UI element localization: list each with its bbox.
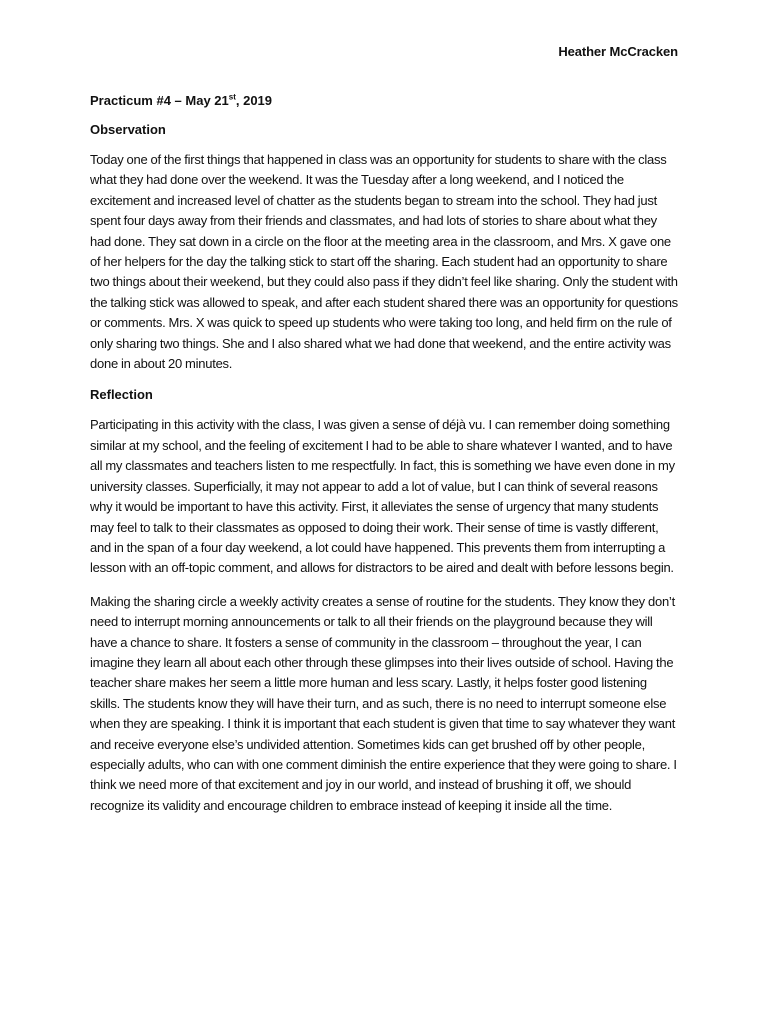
observation-paragraph: Today one of the first things that happened in class was an opportunity for students to share with the class what they had done over the weekend. It was the Tuesday after a long weekend, and I noticed the excitement and increased level of chatter as the students began to stream into the school. They had just spent four days away from their friends and classmates, and had lots of stories to share about what they had done. They sat down in a circle on the floor at the meeting area in the classroom, and Mrs. X gave one of her helpers for the day the talking stick to start off the sharing. Each student had an opportunity to share two things about their weekend, but they could also pass if they didn’t feel like sharing. Only the student with the talking stick was allowed to speak, and after each student shared there was an opportunity for questions or comments. Mrs. X was quick to speed up students who were taking too long, and held firm on the rule of only sharing two things. She and I also shared what we had done that weekend, and the entire activity was done in about 20 minutes. xyxy=(90,152,678,372)
section-heading-reflection: Reflection xyxy=(90,387,153,403)
title-suffix: , 2019 xyxy=(235,93,273,108)
section-heading-observation: Observation xyxy=(90,122,166,137)
title-prefix: Practicum #4 – May 21 xyxy=(90,93,229,108)
title-superscript: st xyxy=(228,92,236,102)
reflection-paragraph-1: Participating in this activity with the class, I was given a sense of déjà vu. I can remember doing something similar at my school, and the feeling of excitement I had to be able to share whatever I wanted, and to have all my classmates and teachers listen to me respectfully. In fact, this is something we have even done in my university classes. Superficially, it may not appear to add a lot of value, but I can think of several reasons why it would be important to have this activity. First, it alleviates the sense of urgency that many students may feel to talk to their classmates as opposed to doing their work. Their sense of time is vastly different, and in the span of a four day weekend, a lot could have happened. This prevents them from interrupting a lesson with an off-topic comment, and allows for distractors to be aired and dealt with before lessons begin. xyxy=(90,417,675,576)
reflection-paragraph-2: Making the sharing circle a weekly activity creates a sense of routine for the students. They know they don’t need to interrupt morning announcements or talk to all their friends on the playground because they will have a chance to share. It fosters a sense of community in the classroom – throughout the year, I can imagine they learn all about each other through these glimpses into their lives outside of school. Having the teacher share makes her seem a little more human and less scary. Lastly, it helps foster good listening skills. The students know they will have their turn, and as such, there is no need to interrupt someone else when they are speaking. I think it is important that each student is given that time to say whatever they want and receive everyone else’s undivided attention. Sometimes kids can get brushed off by other people, especially adults, who can with one comment diminish the entire experience that they were going to share. I think we need more of that excitement and joy in our world, and instead of brushing it off, we should recognize its validity and encourage children to embrace instead of keeping it inside all the time. xyxy=(90,593,677,813)
document-title xyxy=(90,93,678,108)
author-name: Heather McCracken xyxy=(558,44,678,59)
